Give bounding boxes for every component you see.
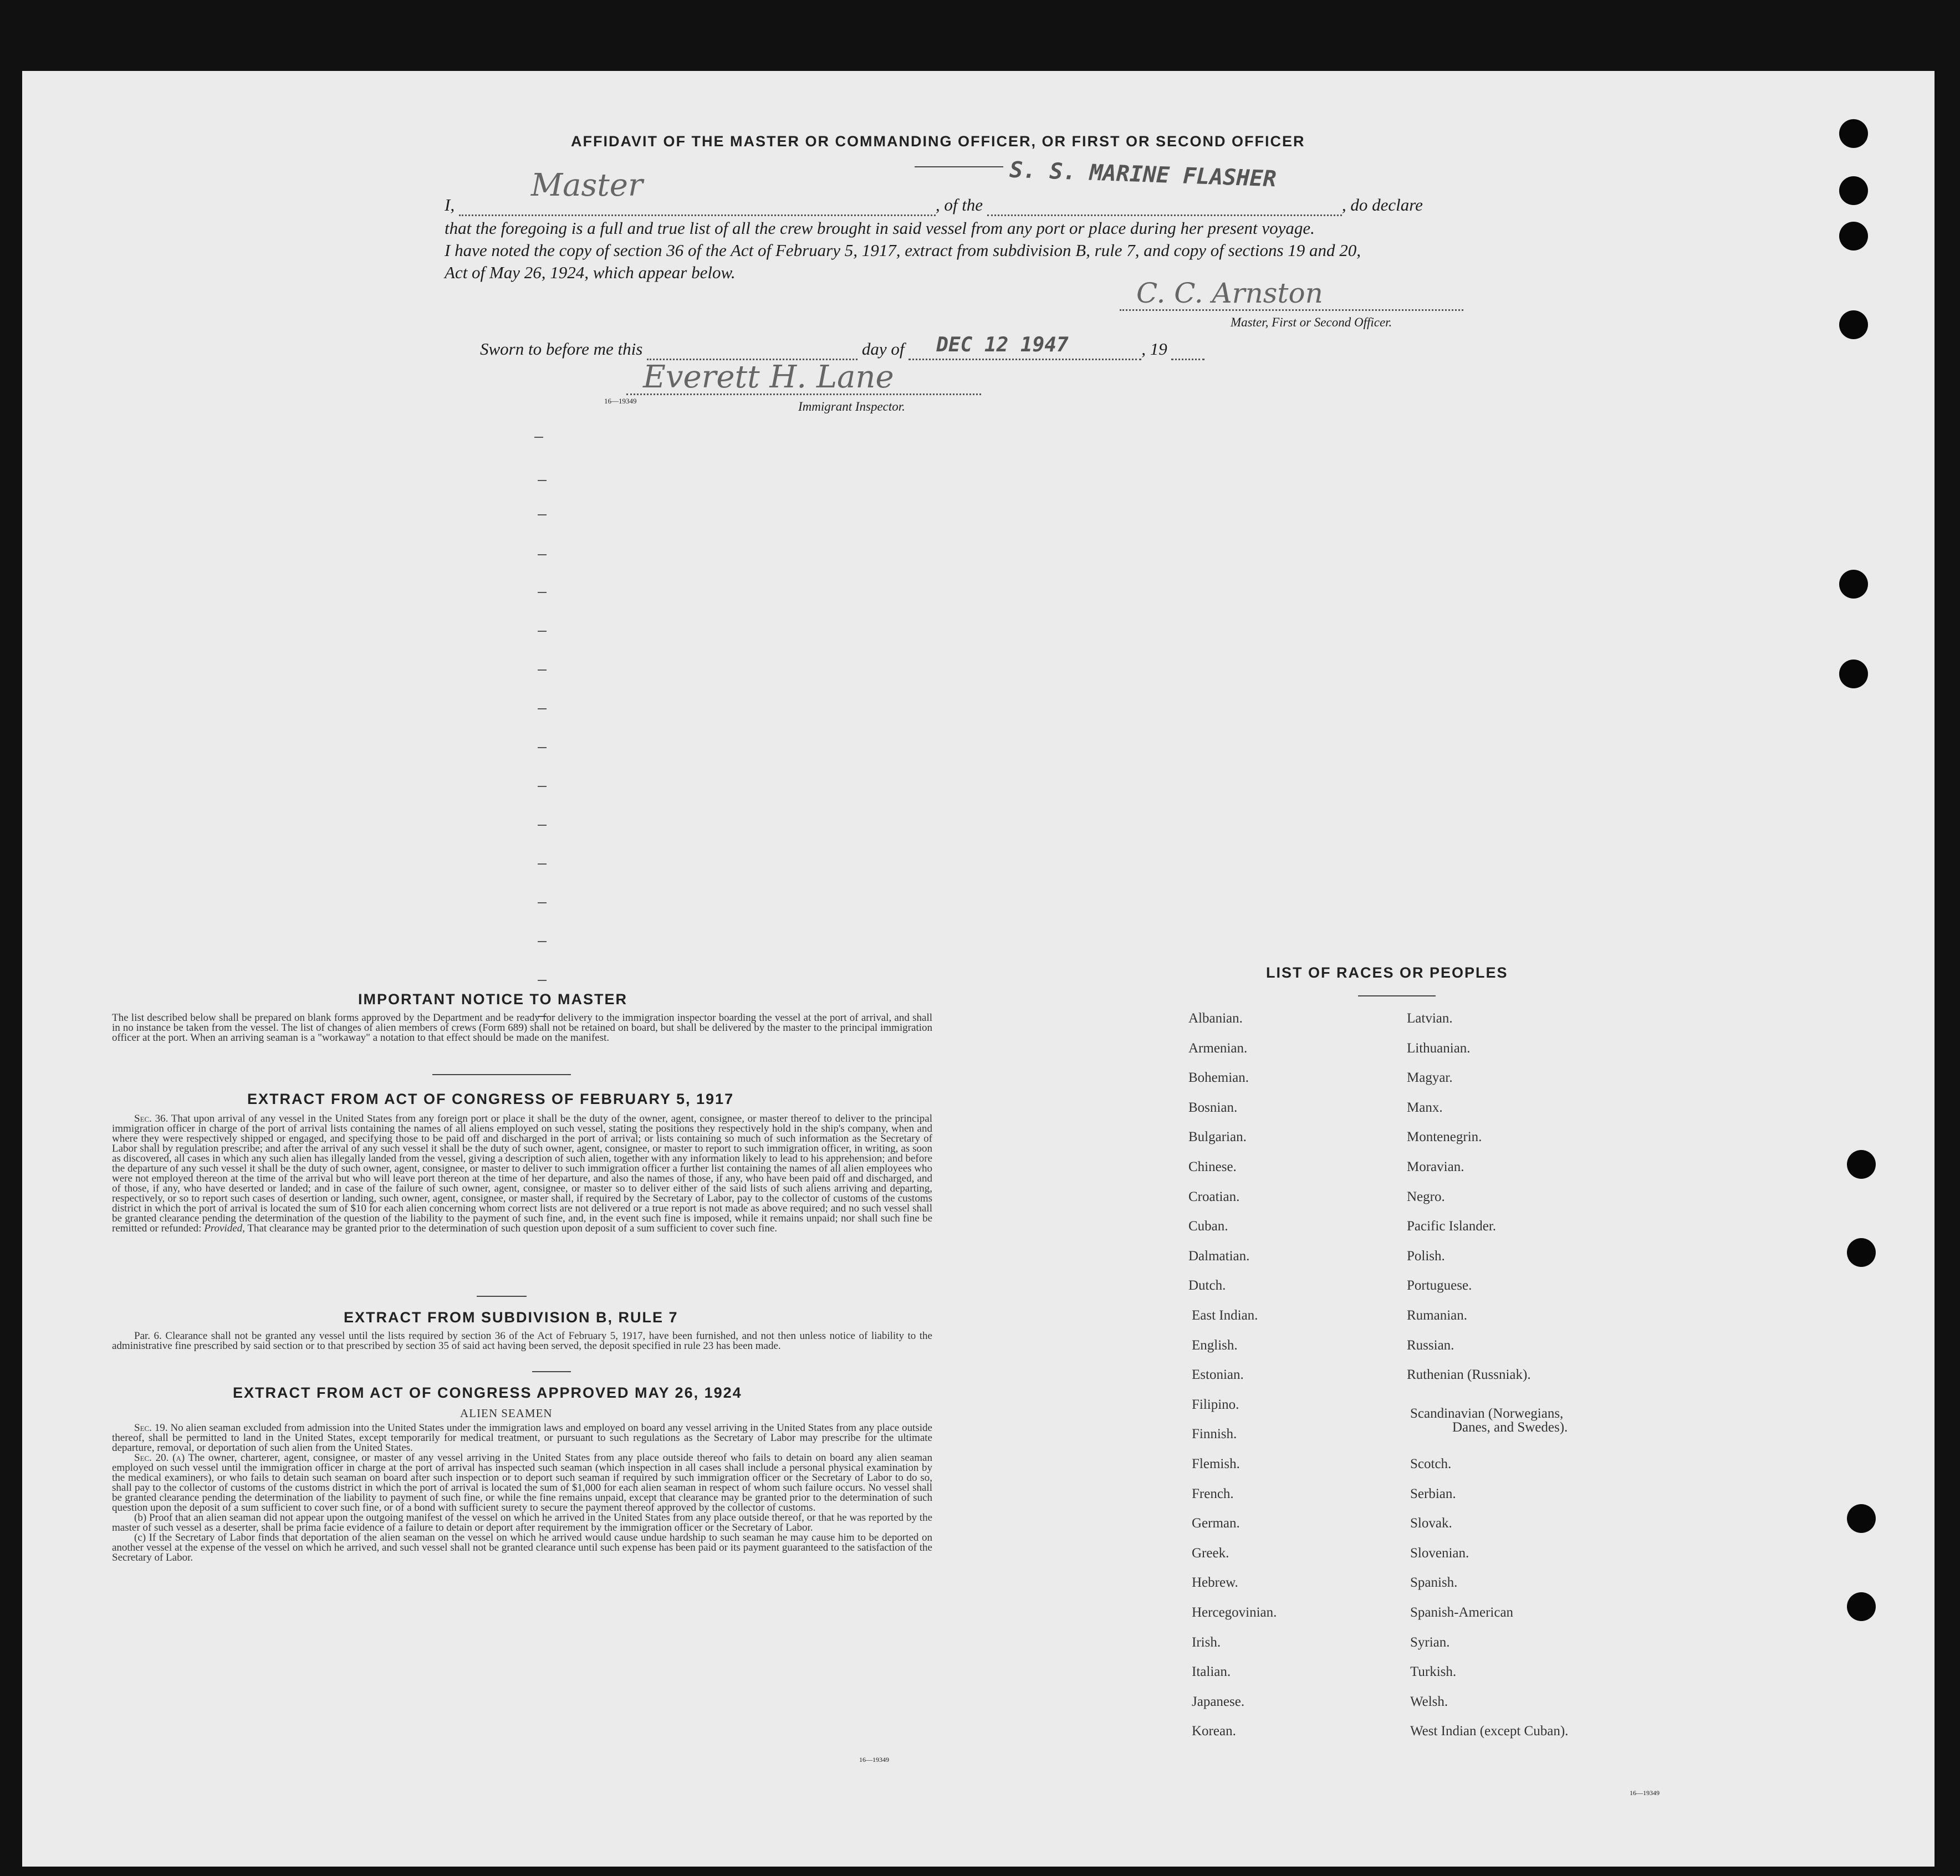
- list-row-mark: [538, 902, 547, 903]
- race-item: Albanian.: [1188, 1011, 1243, 1026]
- race-item: Flemish.: [1192, 1456, 1240, 1471]
- race-item: Serbian.: [1410, 1486, 1456, 1501]
- race-item: Scandinavian (Norwegians,: [1410, 1406, 1564, 1421]
- sworn-day-field: [647, 342, 858, 360]
- rule7-divider: [532, 1371, 571, 1372]
- affidavit-line-4: Act of May 26, 1924, which appear below.: [445, 263, 736, 282]
- binder-hole-icon: [1839, 176, 1868, 205]
- sec20b-paragraph: [112, 1513, 932, 1533]
- list-row-mark: [538, 514, 547, 515]
- vessel-name-stamp: S. S. MARINE FLASHER: [1009, 157, 1277, 192]
- document-page: [22, 71, 1935, 1867]
- race-item-scandinavian-cont: Danes, and Swedes).: [1452, 1420, 1568, 1435]
- sec20c-paragraph: [112, 1533, 932, 1563]
- sec20a-paragraph: [112, 1453, 932, 1513]
- list-row-mark: [538, 554, 547, 555]
- rule7-text: Par. 6. Clearance shall not be granted any vessel until the lists required by section 36 of the Act of February 5, 1917, have been furnished, and not then unless notice of liability to the administrative fine prescribed by said section or to that prescribed by section 35 of said act having been served, the deposit specified in rule 23 has been made.: [112, 1330, 932, 1352]
- binder-hole-icon: [1839, 660, 1868, 688]
- race-item: Turkish.: [1410, 1664, 1457, 1679]
- extract-1924-body: [112, 1423, 932, 1563]
- extract-1917-text: [112, 1114, 932, 1234]
- master-name-field: [459, 167, 936, 216]
- binder-hole-icon: [1839, 222, 1868, 251]
- race-item: Lithuanian.: [1407, 1041, 1471, 1056]
- race-item: Dutch.: [1188, 1278, 1226, 1293]
- race-item: Croatian.: [1188, 1189, 1240, 1204]
- alien-seamen-subtitle: ALIEN SEAMEN: [460, 1407, 553, 1420]
- race-item: Chinese.: [1188, 1159, 1237, 1174]
- race-item: West Indian (except Cuban).: [1410, 1724, 1569, 1739]
- vessel-name-field: [987, 157, 1342, 216]
- sec36-body: That upon arrival of any vessel in the United States from any foreign port or place it shall be the duty of the owner, agent, consignee, or master thereof to deliver to the principal immigration officer in charge of the port of arrival lists containing the names of all aliens employed on such vessel, stating the positions they respectively hold in the ship's company, when and where they were respectively shipped or engaged, and specifying those to be paid off and discharged in the port of arrival; or lists containing so much of such information as the Secretary of Labor shall by regulation prescribe; and after the arrival of any such vessel it shall be the duty of such owner, agent, consignee, or master to report to such immigration officer, in writing, as soon as discovered, all cases in which any such alien has illegally landed from the vessel, giving a description of such alien, together with any information likely to lead to his apprehension; and before the departure of any such vessel it shall be the duty of such owner, agent, consignee, or master to deliver to such immigration officer a further list containing the names of all alien employees who were not employed thereon at the time of the arrival but who will leave port thereon at the time of her departure, and also the names of those, if any, who have been paid off and discharged, and of those, if any, who have deserted or landed; and in case of the failure of such owner, agent, consignee, or master so to deliver either of the said lists of such aliens arriving and departing, respectively, or so to report such cases of desertion or landing, such owner, agent, consignee, or master shall, if required by the Secretary of Labor, pay to the collector of customs of the customs district in which the port of arrival is located the sum of $10 for each alien concerning whom correct lists are not delivered or a true report is not made as above required; and no such vessel shall be granted clearance pending the determination of the question of the liability to the payment of such fine, and, in the event such fine is imposed, while it remains unpaid; nor shall such fine be remitted or refunded:: [112, 1113, 932, 1234]
- race-item: Scotch.: [1410, 1456, 1452, 1471]
- sec20c-text: If the Secretary of Labor finds that deportation of the alien seaman on the vessel on which he arrived would cause undue hardship to such seaman he may cause him to be deported on another vessel at the expense of the vessel on which he arrived, and such vessel shall not be granted clearance until such expense has been paid or its payment guaranteed to the satisfaction of the Secretary of Labor.: [112, 1532, 932, 1563]
- list-row-mark: [538, 480, 547, 481]
- sworn-prefix: Sworn to before me this: [480, 339, 643, 359]
- race-item: Montenegrin.: [1407, 1129, 1482, 1144]
- affidavit-line-2: that the foregoing is a full and true list of all the crew brought in said vessel from any port or place during her present voyage.: [445, 218, 1315, 238]
- sec20b-label: (b): [134, 1512, 147, 1524]
- extract-1917-title: EXTRACT FROM ACT OF CONGRESS OF FEBRUARY 5, 1917: [247, 1091, 734, 1107]
- race-item: Magyar.: [1407, 1070, 1453, 1085]
- notice-divider: [432, 1074, 571, 1075]
- extract-1917-divider: [477, 1296, 527, 1297]
- binder-hole-icon: [1839, 570, 1868, 599]
- sworn-day-of: day of: [861, 339, 905, 359]
- affidavit-line-3: I have noted the copy of section 36 of the Act of February 5, 1917, extract from subdivision B, rule 7, and copy of sections 19 and 20,: [445, 241, 1361, 260]
- list-row-mark: [534, 437, 543, 438]
- race-item: Manx.: [1407, 1100, 1443, 1115]
- race-item: Finnish.: [1192, 1427, 1237, 1441]
- binder-hole-icon: [1839, 119, 1868, 148]
- sec19-text: No alien seaman excluded from admission into the United States under the immigration laws and employed on board any vessel arriving in the United States from any place outside thereof, shall be permitted to land in the United States, except temporarily for medical treatment, or pursuant to such regulations as the Secretary of Labor may prescribe for the ultimate departure, removal, or deportation of such alien from the United States.: [112, 1422, 932, 1454]
- race-item: French.: [1192, 1486, 1234, 1501]
- rule7-title: EXTRACT FROM SUBDIVISION B, RULE 7: [344, 1309, 678, 1326]
- affidavit-of-the: , of the: [935, 195, 983, 214]
- race-item: Slovenian.: [1410, 1546, 1469, 1561]
- affidavit-prefix: I,: [445, 195, 455, 214]
- race-item: German.: [1192, 1516, 1240, 1531]
- sworn-year: , 19: [1141, 339, 1167, 359]
- race-item: Filipino.: [1192, 1397, 1239, 1412]
- sworn-line: [480, 334, 1204, 360]
- race-item: Bohemian.: [1188, 1070, 1249, 1085]
- race-item: English.: [1192, 1338, 1238, 1353]
- notice-title: IMPORTANT NOTICE TO MASTER: [358, 991, 627, 1008]
- race-item: Italian.: [1192, 1664, 1231, 1679]
- race-item: Russian.: [1407, 1338, 1454, 1353]
- race-item: East Indian.: [1192, 1308, 1258, 1323]
- race-item: Irish.: [1192, 1635, 1221, 1650]
- binder-hole-icon: [1839, 310, 1868, 339]
- affidavit-do-declare: , do declare: [1341, 195, 1423, 214]
- title-divider: [915, 166, 1003, 167]
- binder-hole-icon: [1847, 1504, 1876, 1533]
- binder-hole-icon: [1847, 1238, 1876, 1267]
- race-item: Cuban.: [1188, 1219, 1228, 1234]
- affidavit-line-1: [445, 157, 1553, 216]
- race-item: Portuguese.: [1407, 1278, 1472, 1293]
- list-row-mark: [538, 825, 547, 826]
- extract-1924-form-number: 16—19349: [859, 1756, 889, 1763]
- race-item: Bosnian.: [1188, 1100, 1238, 1115]
- race-item: Armenian.: [1188, 1041, 1248, 1056]
- race-item: Negro.: [1407, 1189, 1445, 1204]
- notice-text: The list described below shall be prepared on blank forms approved by the Department and be ready for delivery to the immigration inspector boarding the vessel at the port of arrival, and shall in no instance be taken from the vessel. The list of changes of alien members of crews (Form 689) shall not be retained on board, but shall be delivered by the master to the principal immigration officer at the port. When an arriving seaman is a "workaway" a notation to that effect should be made on the manifest.: [112, 1012, 932, 1044]
- proviso-label: Provided,: [204, 1223, 245, 1234]
- races-form-number: 16—19349: [1630, 1789, 1660, 1797]
- race-item: Slovak.: [1410, 1516, 1452, 1531]
- races-title: LIST OF RACES OR PEOPLES: [1266, 964, 1508, 981]
- race-item: Korean.: [1192, 1724, 1236, 1739]
- master-signature: C. C. Arnston: [1136, 277, 1323, 309]
- date-stamp: DEC 12 1947: [936, 334, 1069, 356]
- race-item: Spanish.: [1410, 1575, 1458, 1590]
- list-row-mark: [538, 747, 547, 748]
- race-item: Estonian.: [1192, 1367, 1244, 1382]
- affidavit-form-number: 16—19349: [604, 397, 637, 405]
- list-row-mark: [538, 631, 547, 632]
- race-item: Hebrew.: [1192, 1575, 1238, 1590]
- master-caption: Master, First or Second Officer.: [1231, 315, 1392, 329]
- master-name-handwritten: Master: [530, 167, 643, 203]
- race-item: Bulgarian.: [1188, 1129, 1247, 1144]
- sworn-date-field: [908, 334, 1141, 360]
- master-signature-line: [1120, 309, 1463, 311]
- binder-hole-icon: [1847, 1150, 1876, 1179]
- race-item: Syrian.: [1410, 1635, 1450, 1650]
- list-row-mark: [538, 941, 547, 942]
- list-row-mark: [538, 980, 547, 981]
- race-item: Spanish-American: [1410, 1605, 1514, 1620]
- race-item: Moravian.: [1407, 1159, 1464, 1174]
- race-item: Hercegovinian.: [1192, 1605, 1277, 1620]
- race-item: Dalmatian.: [1188, 1249, 1250, 1264]
- sec36-label: Sec. 36.: [134, 1113, 169, 1124]
- sec20a-label: Sec. 20. (a): [134, 1452, 185, 1464]
- list-row-mark: [538, 708, 547, 709]
- binder-hole-icon: [1847, 1592, 1876, 1621]
- races-divider: [1358, 995, 1436, 996]
- sec20c-label: (c): [134, 1532, 146, 1543]
- sworn-year-field: [1171, 342, 1204, 360]
- inspector-caption: Immigrant Inspector.: [798, 400, 905, 413]
- race-item: Welsh.: [1410, 1694, 1448, 1709]
- sec20b-text: Proof that an alien seaman did not appear upon the outgoing manifest of the vessel on which he arrived in the United States from any place outside thereof, or that he was reported by the master of such vessel as a deserter, shall be prima facie evidence of a failure to detain or deport after requirement by the immigration officer or the Secretary of Labor.: [112, 1512, 933, 1533]
- inspector-signature: Everett H. Lane: [643, 359, 894, 395]
- race-item: Polish.: [1407, 1249, 1445, 1264]
- race-item: Greek.: [1192, 1546, 1229, 1561]
- proviso-text: That clearance may be granted prior to the determination of such question upon deposit of a sum sufficient to cover such fine.: [247, 1223, 777, 1234]
- race-item: Latvian.: [1407, 1011, 1453, 1026]
- list-row-mark: [538, 669, 547, 671]
- race-item: Ruthenian (Russniak).: [1407, 1367, 1531, 1382]
- list-row-mark: [538, 863, 547, 865]
- list-row-mark: [538, 786, 547, 787]
- race-item: Pacific Islander.: [1407, 1219, 1497, 1234]
- affidavit-title: AFFIDAVIT OF THE MASTER OR COMMANDING OFFICER, OR FIRST OR SECOND OFFICER: [571, 133, 1305, 150]
- race-item: Japanese.: [1192, 1694, 1245, 1709]
- sec19-paragraph: [112, 1423, 932, 1453]
- sec19-label: Sec. 19.: [134, 1422, 168, 1434]
- list-row-mark: [538, 592, 547, 593]
- extract-1924-title: EXTRACT FROM ACT OF CONGRESS APPROVED MAY 26, 1924: [233, 1384, 742, 1401]
- race-item: Rumanian.: [1407, 1308, 1468, 1323]
- sec20a-text: The owner, charterer, agent, consignee, or master of any vessel arriving in the United States from any place outside thereof who fails to detain on board any alien seaman employed on such vessel until the immigration officer in charge at the port of arrival has inspected such seaman (which inspection in all cases shall include a personal physical examination by the medical examiners), or who fails to detain such seaman on board after such inspection or to deport such seaman if required by such immigration officer or the Secretary of Labor to do so, shall pay to the collector of customs of the customs district in which the port of arrival is located the sum of $1,000 for each alien seaman in respect of whom such failure occurs. No vessel shall be granted clearance pending the determination of the liability to payment of such fine, or while the fine remains unpaid, except that clearance may be granted prior to the determination of such question upon the deposit of a sum sufficient to cover such fine, or of a bond with sufficient surety to secure the payment thereof approved by the collector of customs.: [112, 1452, 932, 1514]
